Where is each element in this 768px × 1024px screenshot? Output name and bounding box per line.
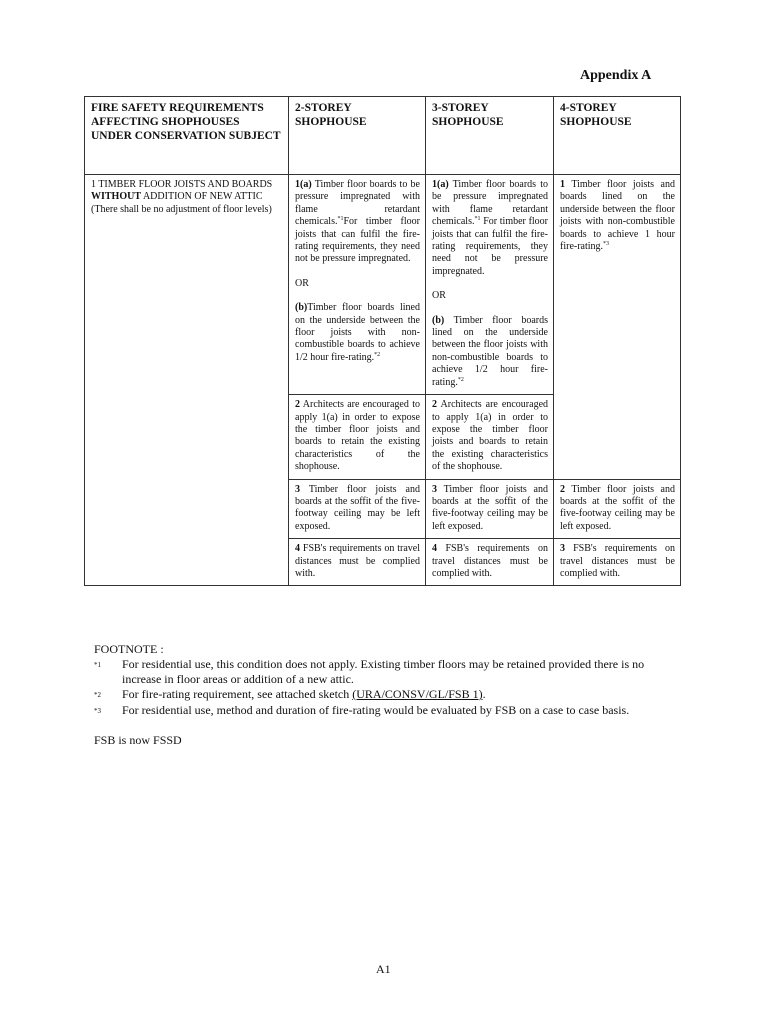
four-storey-item-2 [554, 479, 681, 539]
two-storey-3-text: Timber floor joists and boards at the soffit of the five-footway ceiling may be left exposed. [295, 483, 420, 532]
footnote-2-text: For fire-rating requirement, see attached sketch [122, 687, 353, 701]
footnote-3 [94, 703, 684, 719]
footnote-2 [94, 687, 684, 703]
footnote-3-text: For residential use, method and duration of fire-rating would be evaluated by FSB on a case to case basis. [122, 703, 630, 717]
three-storey-3-text: Timber floor joists and boards at the soffit of the five-footway ceiling may be left exposed. [432, 483, 548, 532]
subject-text-a: TIMBER FLOOR JOISTS AND BOARDS [98, 179, 273, 190]
two-storey-1a-text: Timber floor boards to be pressure impregnated with flame retardant chemicals. [295, 179, 420, 228]
two-storey-3-label: 3 [295, 483, 300, 495]
four-storey-3-label: 3 [560, 543, 565, 555]
three-storey-1b-label: (b) [432, 314, 445, 326]
two-storey-1b [295, 302, 420, 364]
footnote-1-mark: *1 [94, 661, 101, 669]
three-storey-item-1 [426, 175, 554, 395]
three-storey-2-label: 2 [432, 399, 437, 411]
three-storey-or: OR [432, 290, 446, 302]
two-storey-1a-label: 1(a) [295, 179, 312, 190]
four-storey-item-3 [554, 539, 681, 586]
two-storey-1a-sup: *1 [337, 216, 344, 223]
two-storey-1a [295, 179, 420, 266]
three-storey-3-label: 3 [432, 483, 437, 495]
two-storey-item-2 [289, 395, 426, 479]
four-storey-1-label: 1 [560, 179, 565, 190]
three-storey-1a-text2: For timber floor joists that can fulfil the fire-rating requirements, they need not be pressure impregnated. [432, 216, 549, 277]
three-storey-item-4 [426, 539, 554, 586]
four-storey-1-sup: *3 [603, 241, 610, 248]
subject-note: (There shall be no adjustment of floor levels) [91, 203, 272, 215]
subject-without: WITHOUT [91, 191, 142, 203]
four-storey-2-text: Timber floor joists and boards at the soffit of the five-footway ceiling may be left exposed. [560, 483, 675, 532]
two-storey-4-text: FSB's requirements on travel distances must be complied with. [295, 543, 421, 579]
subject-cell [85, 175, 289, 586]
header-row [85, 97, 681, 175]
two-storey-item-1 [289, 175, 426, 395]
three-storey-1b-text: Timber floor boards lined on the underside between the floor joists with non-combustible boards to achieve 1/2 hour fire-rating. [432, 314, 548, 388]
footnote-3-mark: *3 [94, 707, 101, 715]
three-storey-2-text: Architects are encouraged to apply 1(a) in order to expose the timber floor joists and boards to retain the existing characteristics of the shophouse. [432, 399, 549, 473]
header-requirements: FIRE SAFETY REQUIREMENTS AFFECTING SHOPHOUSES UNDER CONSERVATION SUBJECT [85, 97, 289, 175]
sketch-reference-link[interactable]: (URA/CONSV/GL/FSB 1) [352, 687, 483, 701]
four-storey-1-text: Timber floor joists and boards lined on the underside between the floor joists with non-combustible boards to achieve 1 hour fire-rating. [560, 179, 675, 253]
two-storey-1b-text: Timber floor boards lined on the underside between the floor joists with non-combustible boards to achieve 1/2 hour fire-rating. [295, 302, 420, 363]
three-storey-item-3 [426, 479, 554, 539]
footnote-1 [94, 657, 684, 687]
three-storey-1a-label: 1(a) [432, 179, 449, 190]
two-storey-1b-sup: *2 [374, 351, 381, 358]
page-number: A1 [376, 962, 391, 976]
header-4-storey: 4-STOREY SHOPHOUSE [554, 97, 681, 175]
two-storey-item-4 [289, 539, 426, 586]
three-storey-item-2 [426, 395, 554, 479]
three-storey-1a-sup: *1 [474, 216, 481, 223]
two-storey-1a-text2: For timber floor joists that can fulfil the fire-rating requirements, they need not be pressure impregnated. [295, 216, 420, 265]
three-storey-1a-text: Timber floor boards to be pressure impregnated with flame retardant chemicals. [432, 179, 548, 228]
three-storey-4-text: FSB's requirements on travel distances must be complied with. [432, 543, 548, 579]
four-storey-item-1 [554, 175, 681, 480]
three-storey-1a [432, 179, 548, 278]
subject-num: 1 [91, 179, 96, 190]
three-storey-4-label: 4 [432, 543, 437, 555]
four-storey-2-label: 2 [560, 483, 565, 495]
three-storey-1b-sup: *2 [457, 376, 464, 383]
four-storey-3-text: FSB's requirements on travel distances must be complied with. [560, 543, 675, 579]
three-storey-1b [432, 315, 548, 389]
footnote-2-body [122, 687, 684, 703]
footnote-1-text: For residential use, this condition does not apply. Existing timber floors may be retained provided there is no increase in floor areas or addition of a new attic. [122, 657, 645, 686]
row-1 [85, 175, 681, 395]
fire-safety-requirements-table [84, 96, 681, 586]
two-storey-4-label: 4 [295, 543, 300, 555]
footnote-heading: FOOTNOTE : [94, 642, 164, 656]
footnote-2-mark: *2 [94, 691, 101, 699]
footnotes [94, 642, 684, 748]
fsb-note: FSB is now FSSD [94, 733, 182, 747]
two-storey-or: OR [295, 277, 309, 289]
two-storey-item-3 [289, 479, 426, 539]
header-3-storey: 3-STOREY SHOPHOUSE [426, 97, 554, 175]
footnote-2-tail: . [482, 687, 486, 701]
two-storey-2-label: 2 [295, 399, 300, 411]
appendix-title: Appendix A [580, 68, 652, 83]
two-storey-2-text: Architects are encouraged to apply 1(a) in order to expose the timber floor joists and boards to retain the existing characteristics of the shophouse. [295, 399, 420, 473]
two-storey-1b-label: (b) [295, 302, 308, 314]
header-2-storey: 2-STOREY SHOPHOUSE [289, 97, 426, 175]
subject-text-b: ADDITION OF NEW ATTIC [141, 191, 263, 203]
